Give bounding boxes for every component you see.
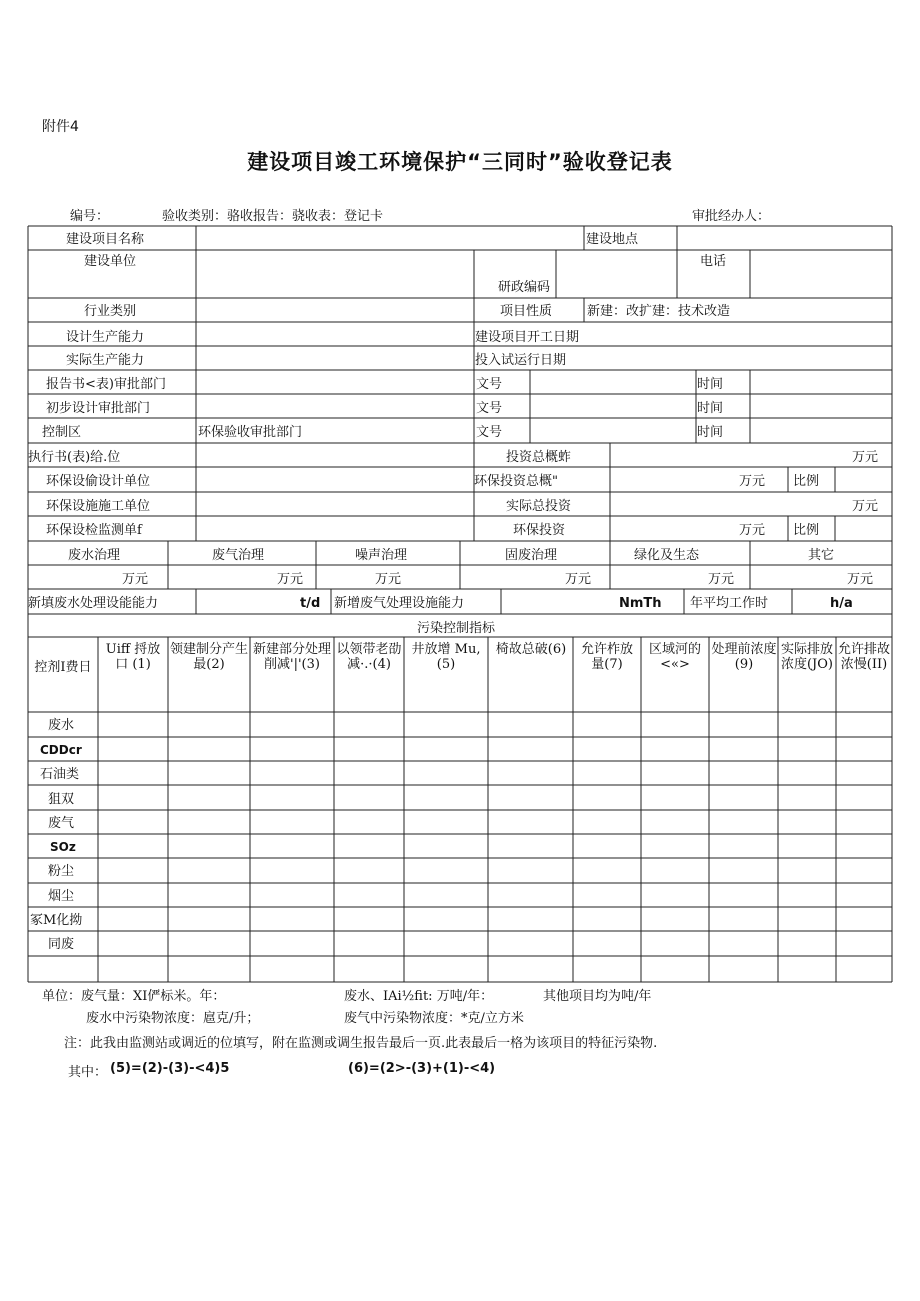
conc-water: 废水中污染物浓度：扈克/升； — [86, 1011, 260, 1026]
row-solid: 同废 — [48, 937, 75, 952]
design-capacity-label: 设计生产能力 — [66, 330, 145, 345]
formula-5: (5)=(2)-(3)-<4)5 — [110, 1061, 230, 1076]
actual-total-invest-label: 实际总投资 — [506, 499, 572, 514]
nature-options: 新建：改扩建：技术改造 — [587, 304, 731, 319]
trial-date-label: 投入试运行日期 — [475, 353, 567, 368]
row-wastegas: 废气 — [48, 816, 75, 831]
pollution-title: 污染控制指标 — [417, 621, 496, 636]
attachment-label: 附件4 — [42, 119, 79, 135]
row-cod: CDDcr — [40, 743, 82, 757]
project-name-label: 建设项目名称 — [66, 232, 145, 247]
row-ammonia: 狙双 — [48, 792, 75, 807]
td-unit: t/d — [300, 596, 321, 611]
nature-label: 项目性质 — [500, 304, 553, 319]
col6-header: 椅故总破(6) — [495, 642, 567, 657]
col10-header: 实际排放浓度(JO) — [780, 642, 833, 672]
cat-other: 其它 — [808, 548, 835, 563]
cat-wan-1: 万元 — [122, 572, 149, 587]
row-so2: SOz — [50, 840, 76, 854]
cat-green: 绿化及生态 — [634, 548, 700, 563]
start-date-label: 建设项目开工日期 — [475, 330, 580, 345]
phone-label: 电话 — [700, 254, 727, 269]
category-label: 验收类别：骆收报告：骁收表：登记卡 — [162, 209, 384, 224]
time-label-3: 时间 — [697, 425, 724, 440]
exec-unit-label: 执行书(表)给.位 — [28, 450, 121, 465]
env-invest-est-label: 环保投资总概" — [474, 474, 558, 489]
row-dust: 粉尘 — [48, 864, 75, 879]
col1-header: Uiff 捋放口 (1) — [105, 642, 161, 672]
docno-label-3: 文号 — [476, 425, 503, 440]
cat-wastewater: 废水治理 — [68, 548, 121, 563]
col5-header: 井放增 Mu,(5) — [411, 642, 481, 672]
actual-capacity-label: 实际生产能力 — [66, 353, 145, 368]
row-wastewater: 废水 — [48, 718, 75, 733]
row-nox: 冢M化拗 — [30, 913, 83, 928]
unit-label: 建设单位 — [84, 254, 137, 269]
wastewater-capacity-label: 新填废水处理设能能力 — [28, 596, 159, 611]
control-zone-label: 控制区 — [42, 425, 82, 440]
env-accept-dept-label: 环保验收审批部门 — [198, 425, 303, 440]
col7-header: 允许柞放量(7) — [580, 642, 633, 672]
wan-2: 万元 — [739, 474, 766, 489]
cat-solid: 固废治理 — [505, 548, 558, 563]
env-construct-unit-label: 环保设施施工单位 — [46, 499, 151, 514]
location-label: 建设地点 — [586, 232, 639, 247]
cat-wan-3: 万元 — [375, 572, 402, 587]
time-label-1: 时间 — [697, 377, 724, 392]
form-title: 建设项目竣工环境保护“三同时”验收登记表 — [247, 150, 673, 174]
cat-wan-4: 万元 — [565, 572, 592, 587]
env-monitor-unit-label: 环保设检监测单f — [46, 523, 142, 538]
report-dept-label: 报告书<表)审批部门 — [46, 377, 166, 392]
cat-wan-6: 万元 — [847, 572, 874, 587]
col-item-header: 控剂I费日 — [34, 660, 92, 675]
docno-label-1: 文号 — [476, 377, 503, 392]
conc-gas: 废气中污染物浓度：*克/立方米 — [344, 1011, 524, 1026]
unit-line-c: 其他项目均为吨/年 — [543, 989, 652, 1004]
cat-noise: 噪声治理 — [355, 548, 408, 563]
industry-label: 行业类别 — [84, 304, 137, 319]
ratio-label-1: 比例 — [793, 474, 820, 489]
wan-1: 万元 — [852, 450, 879, 465]
col9-header: 处理前浓度(9) — [711, 642, 777, 672]
footer-note: 注：此我由监测站或调近的位填写，附在监测或调生报告最后一页.此表最后一格为该项目的特征污染物. — [64, 1036, 658, 1051]
time-label-2: 时间 — [697, 401, 724, 416]
formula-6: (6)=(2>-(3)+(1)-<4) — [348, 1061, 496, 1076]
unit-line-a: 单位：废气量：XI俨标米。年： — [42, 989, 226, 1004]
total-invest-label: 投资总概蚱 — [506, 450, 572, 465]
wastegas-capacity-label: 新增废气处理设施能力 — [334, 596, 465, 611]
row-soot: 烟尘 — [48, 889, 75, 904]
env-design-unit-label: 环保设偷设计单位 — [46, 474, 151, 489]
col4-header: 以领带老劭减·.·(4) — [336, 642, 402, 672]
ratio-label-2: 比例 — [793, 523, 820, 538]
unit-line-b: 废水、IAi½fit: 万吨/年： — [344, 989, 494, 1004]
cat-wan-5: 万元 — [708, 572, 735, 587]
col3-header: 新建部分处理削减'|'(3) — [252, 642, 331, 672]
col8-header: 区域河的<«> — [648, 642, 701, 672]
formula-prefix: 其中： — [68, 1065, 108, 1080]
approver-label: 审批经办人： — [692, 209, 771, 224]
prelim-dept-label: 初步设计审批部门 — [46, 401, 151, 416]
docno-label-2: 文号 — [476, 401, 503, 416]
ha-unit: h/a — [830, 596, 853, 611]
number-label: 编号： — [70, 209, 110, 224]
postcode-label: 研政编码 — [498, 280, 551, 295]
env-invest-label: 环保投资 — [513, 523, 566, 538]
col2-header: 领建制分产生最(2) — [170, 642, 249, 672]
wan-4: 万元 — [739, 523, 766, 538]
workhours-label: 年平均工作时 — [690, 596, 769, 611]
cat-wan-2: 万元 — [277, 572, 304, 587]
wan-3: 万元 — [852, 499, 879, 514]
col11-header: 允许排故浓慢(II) — [838, 642, 891, 672]
nmth-unit: NmTh — [619, 596, 662, 611]
cat-wastegas: 废气治理 — [212, 548, 265, 563]
row-petroleum: 石油类 — [40, 767, 80, 782]
